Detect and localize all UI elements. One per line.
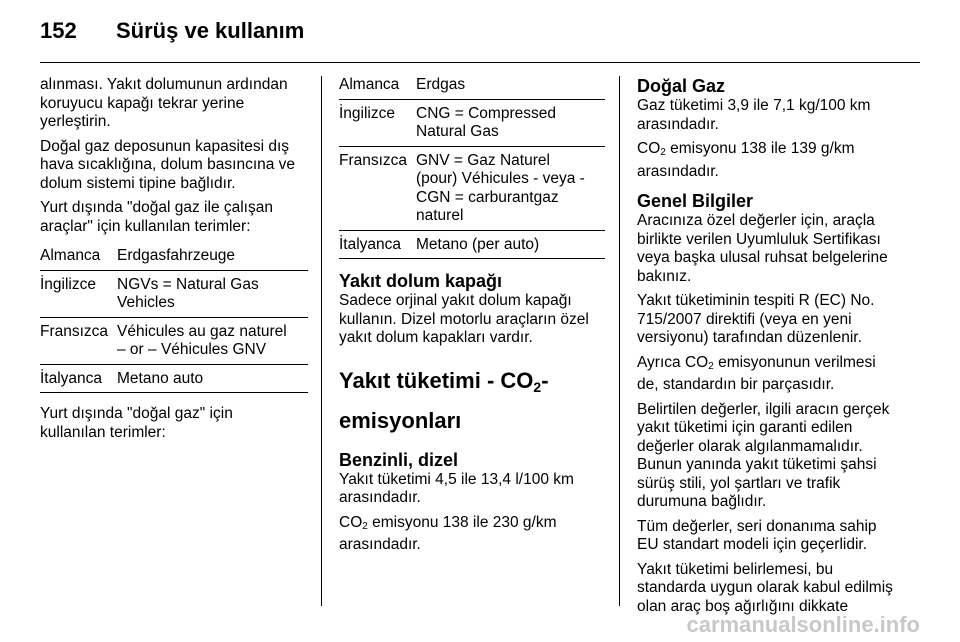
- term-value: NGVs = Natural Gas Vehicles: [117, 275, 259, 311]
- subscript: 2: [708, 360, 714, 372]
- term-language: Fransızca: [339, 151, 408, 169]
- column-divider: [619, 76, 620, 606]
- paragraph: Yakıt tüketimi belirlemesi, bu standarda uygun olarak kabul edilmiş olan araç boş ağırlığını dikkate: [637, 560, 893, 615]
- column-left: [40, 76, 308, 448]
- page-header: [40, 18, 920, 62]
- paragraph: Yurt dışında "doğal gaz ile çalışan araçlar" için kullanılan terimler:: [40, 199, 273, 235]
- term-value: Metano (per auto): [416, 235, 540, 253]
- heading-text: Yakıt tüketimi - CO: [339, 367, 534, 393]
- text: emisyonu 138 ile 230 g/km arasındadır.: [339, 513, 557, 553]
- term-language: İtalyanca: [339, 235, 402, 253]
- paragraph: Yakıt tüketiminin tespiti R (EC) No. 715/2007 direktifi (veya en yeni versiyonu) tarafından düzenlenir.: [637, 292, 875, 346]
- term-row: [339, 147, 605, 231]
- term-language: Almanca: [339, 76, 400, 93]
- terms-table-vehicles: [40, 242, 308, 393]
- page-number: 152: [40, 18, 77, 43]
- paragraph: alınması. Yakıt dolumunun ardından koruyucu kapağı tekrar yerine yerleştirin.: [40, 76, 288, 130]
- section-title: Sürüş ve kullanım: [116, 18, 305, 43]
- paragraph-co2: [339, 514, 605, 555]
- heading-text: - emisyonları: [339, 367, 549, 433]
- term-language: Almanca: [40, 247, 101, 264]
- heading-petrol-diesel: Benzinli, dizel: [339, 449, 459, 470]
- term-language: İngilizce: [40, 275, 96, 293]
- paragraph: Tüm değerler, seri donanıma sahip EU standart modeli için geçerlidir.: [637, 517, 877, 553]
- text: CO: [637, 140, 661, 157]
- term-language: İtalyanca: [40, 369, 103, 387]
- subscript: 2: [533, 378, 542, 395]
- term-row: [339, 231, 605, 260]
- heading-consumption: [339, 364, 605, 438]
- paragraph-co2: [637, 140, 921, 181]
- terms-table-gas: [339, 71, 605, 259]
- paragraph: Aracınıza özel değerler için, araçla birlikte verilen Uyumluluk Sertifikası veya başka ulusal ruhsat belgelerine bakınız.: [637, 212, 888, 285]
- term-value: Erdgasfahrzeuge: [117, 247, 236, 264]
- column-right: [637, 76, 921, 622]
- heading-fuel-cap: Yakıt dolum kapağı: [339, 271, 503, 291]
- term-value: Metano auto: [117, 369, 204, 387]
- text: CO: [339, 513, 363, 531]
- text: Ayrıca CO: [637, 353, 709, 371]
- paragraph: Doğal gaz deposunun kapasitesi dış hava sıcaklığına, dolum basıncına ve dolum sistemi tipine bağlıdır.: [40, 137, 296, 192]
- header-rule: [40, 62, 920, 63]
- column-divider: [321, 76, 322, 606]
- column-middle: [339, 76, 605, 561]
- term-row: [339, 71, 605, 100]
- term-language: İngilizce: [339, 104, 395, 122]
- term-language: Fransızca: [40, 322, 109, 340]
- subscript: 2: [660, 147, 666, 158]
- paragraph: Sadece orjinal yakıt dolum kapağı kullanın. Dizel motorlu araçların özel yakıt dolum kapakları vardır.: [339, 292, 589, 346]
- paragraph: Gaz tüketimi 3,9 ile 7,1 kg/100 km arasındadır.: [637, 97, 871, 133]
- term-row: [40, 271, 308, 318]
- term-value: CNG = Compressed Natural Gas: [416, 104, 556, 140]
- term-value: GNV = Gaz Naturel (pour) Véhicules - veya - CGN = carburantgaz naturel: [416, 151, 585, 224]
- term-value: Erdgas: [416, 76, 466, 93]
- text: emisyonunun verilmesi de, standardın bir parçasıdır.: [637, 353, 876, 393]
- term-row: [40, 318, 308, 365]
- term-row: [40, 365, 308, 394]
- text: emisyonu 138 ile 139 g/km arasındadır.: [637, 140, 855, 180]
- paragraph: Yakıt tüketimi 4,5 ile 13,4 l/100 km arasındadır.: [339, 470, 574, 506]
- paragraph: Yurt dışında "doğal gaz" için kullanılan terimler:: [40, 405, 233, 441]
- term-value: Véhicules au gaz naturel – or – Véhicules GNV: [117, 322, 287, 358]
- heading-natural-gas: Doğal Gaz: [637, 76, 726, 96]
- paragraph: Belirtilen değerler, ilgili aracın gerçek yakıt tüketimi için garanti edilen değerler olarak algılanmamalıdır. Bunun yanında yakıt tüketimi şahsi sürüş stili, yol şartları ve trafik durumuna bağlıdır.: [637, 400, 890, 510]
- heading-general-info: Genel Bilgiler: [637, 191, 754, 211]
- subscript: 2: [362, 520, 368, 532]
- watermark: carmanualsonline.info: [686, 612, 920, 637]
- term-row: [339, 100, 605, 147]
- paragraph-co2: [637, 354, 921, 395]
- term-row: [40, 242, 308, 271]
